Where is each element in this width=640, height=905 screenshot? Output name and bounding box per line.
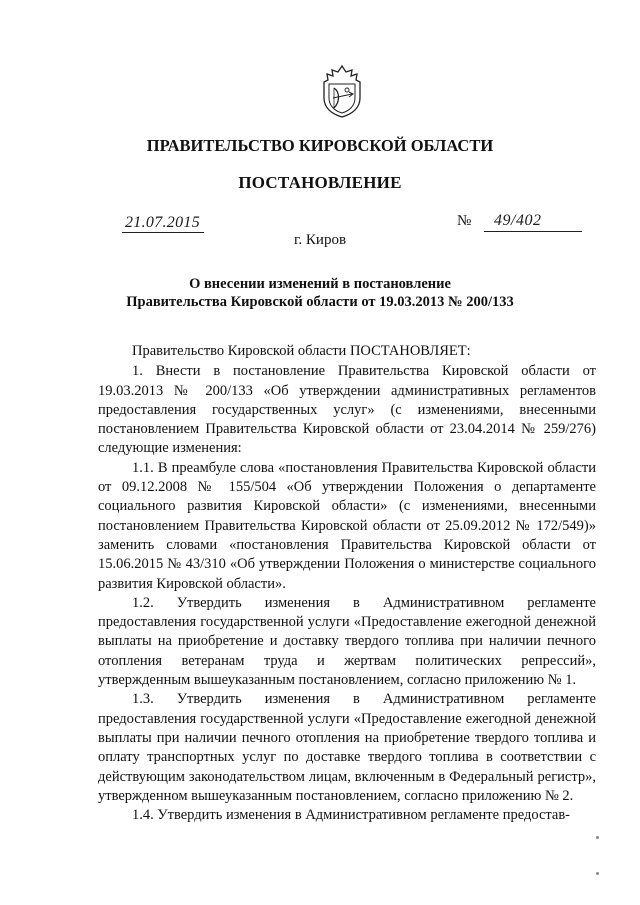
clause-1-1: 1.1. В преамбуле слова «постановления Правительства Кировской области от 09.12.2008 № 155/504 «Об утверждении Положения о департаменте социального развития Кировской области» (с изменениями, внесенными постановлением Правительства Кировской области от 25.09.2012 № 172/549)» заменить словами «постановления Правительства Кировской области от 15.06.2015 № 43/310 «Об утверждении Положения о министерстве социального развития Кировской области». (98, 459, 596, 592)
scan-speck (596, 872, 599, 875)
resolution-intro: Правительство Кировской области ПОСТАНОВЛЯЕТ: (132, 343, 471, 359)
number-sign: № (457, 213, 472, 229)
scan-speck (596, 836, 599, 839)
subject-line-1: О внесении изменений в постановление (189, 276, 451, 292)
document-kind: ПОСТАНОВЛЕНИЕ (238, 173, 402, 192)
document-date: 21.07.2015 (125, 214, 200, 231)
city-label: г. Киров (293, 232, 347, 248)
document-number: 49/402 (494, 212, 542, 229)
clause-1: 1. Внести в постановление Правительства Кировской области от 19.03.2013 № 200/133 «Об утверждении административных регламентов предоставления государственных услуг» (с изменениями, внесенными постановлением Правительства Кировской области от 23.04.2014 № 259/276) следующие изменения: (98, 363, 596, 457)
clause-1-2: 1.2. Утвердить изменения в Административном регламенте предоставления государственной услуги «Предоставление ежегодной денежной выплаты на приобретение и доставку твердого топлива при наличии печного отопления ветеранам труда и жертвам политических репрессий», утвержденным вышеуказанным постановлением, согласно приложению № 1. (98, 594, 596, 689)
clause-1-3: 1.3. Утвердить изменения в Административном регламенте предоставления государственной услуги «Предоставление ежегодной денежной выплаты при наличии печного отопления на приобретение твердого топлива и оплату транспортных услуг по доставке твердого топлива в соответствии с действующим законодательством лицам, включенным в Федеральный регистр», утвержденном вышеуказанным постановлением, согласно приложению № 2. (98, 691, 596, 804)
coat-of-arms-icon (321, 64, 363, 118)
document-body (98, 342, 596, 825)
government-title: ПРАВИТЕЛЬСТВО КИРОВСКОЙ ОБЛАСТИ (146, 136, 494, 155)
clause-1-4: 1.4. Утвердить изменения в Административном регламенте предостав- (132, 807, 571, 824)
document-date-field (122, 214, 202, 234)
subject-line-2: Правительства Кировской области от 19.03.2013 № 200/133 (126, 294, 514, 310)
document-number-field (457, 212, 587, 234)
